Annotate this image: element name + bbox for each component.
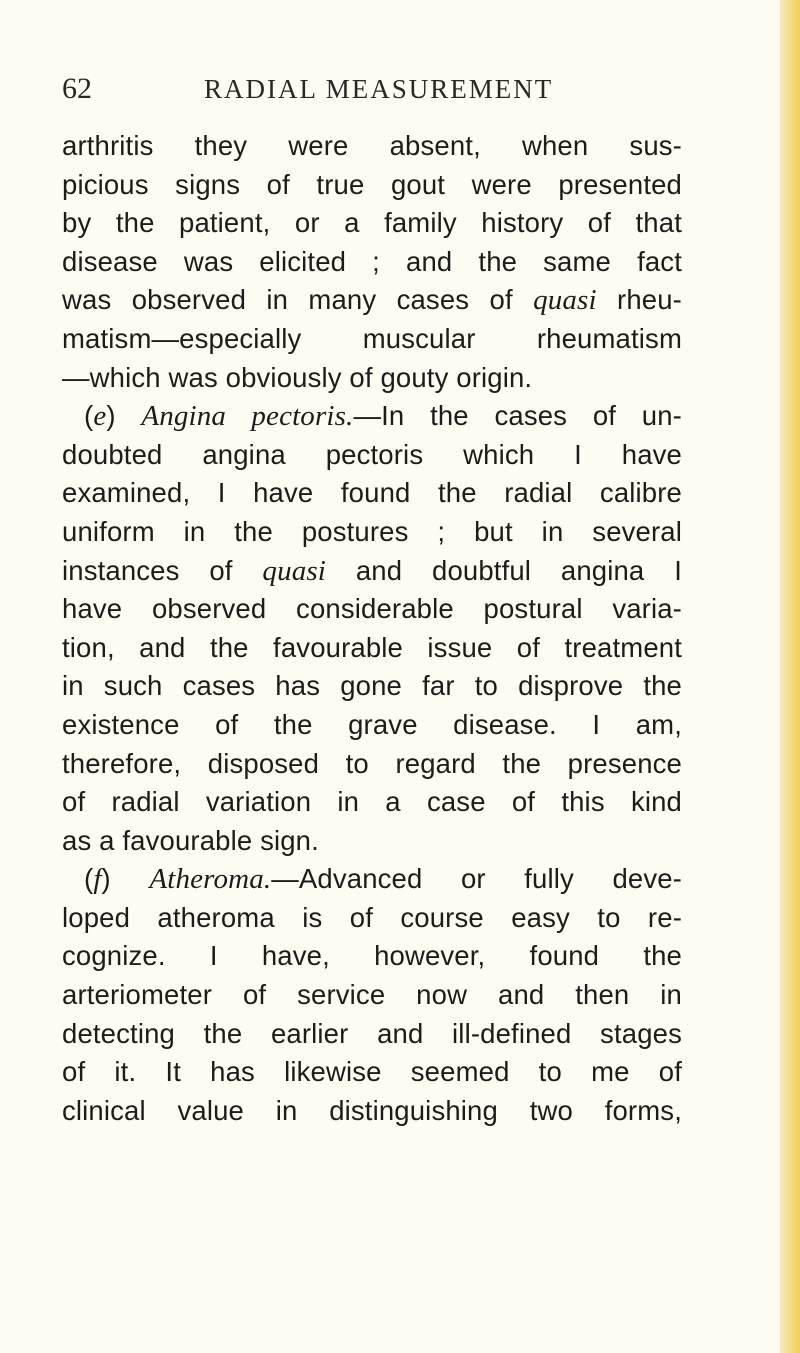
text-line-18: of radial variation in a case of this kind — [62, 786, 682, 818]
text-line-24: detecting the earlier and ill-defined stages — [62, 1017, 682, 1049]
text-line-14: tion, and the favourable issue of treatment — [62, 631, 682, 663]
text-line-1: arthritis they were absent, when sus- — [62, 130, 682, 161]
text-line-19: as a favourable sign. — [62, 824, 319, 856]
text-line-20: (f) Atheroma.—Advanced or fully deve- — [84, 863, 682, 896]
text-line-23: arteriometer of service now and then in — [62, 979, 682, 1011]
section-letter: e — [93, 400, 107, 433]
text-line-17: therefore, disposed to regard the presence — [62, 747, 682, 779]
text-line-22: cognize. I have, however, found the — [62, 940, 682, 972]
text-line-11: uniform in the postures ; but in several — [62, 515, 682, 547]
text-line-8: (e) Angina pectoris.—In the cases of un- — [84, 400, 682, 433]
running-head — [62, 72, 682, 112]
page-number: 62 — [62, 72, 92, 105]
text-line-4: disease was elicited ; and the same fact — [62, 245, 682, 277]
body-text — [62, 127, 682, 1130]
text-line-5: was observed in many cases of quasi rheu- — [62, 284, 682, 317]
section-heading: Atheroma. — [149, 863, 272, 896]
section-letter: f — [93, 863, 102, 896]
text-line-7: —which was obviously of gouty origin. — [62, 361, 533, 393]
text-line-12: instances of quasi and doubtful angina I — [62, 554, 682, 587]
running-head-title: RADIAL MEASUREMENT — [204, 74, 554, 104]
italic-term: quasi — [533, 284, 597, 317]
text-line-9: doubted angina pectoris which I have — [62, 438, 682, 470]
text-line-10: examined, I have found the radial calibre — [62, 477, 682, 509]
text-line-16: existence of the grave disease. I am, — [62, 708, 682, 740]
text-line-13: have observed considerable postural varia- — [62, 593, 682, 625]
text-line-26: clinical value in distinguishing two forms, — [62, 1094, 682, 1126]
page-edge — [780, 0, 800, 1353]
italic-term: quasi — [262, 554, 327, 587]
text-line-6: matism—especially muscular rheumatism — [62, 322, 682, 354]
text-line-21: loped atheroma is of course easy to re- — [62, 901, 682, 933]
text-line-15: in such cases has gone far to disprove the — [62, 670, 682, 702]
section-heading: Angina pectoris. — [141, 400, 354, 433]
text-line-25: of it. It has likewise seemed to me of — [62, 1056, 682, 1088]
text-line-3: by the patient, or a family history of that — [62, 207, 682, 239]
text-line-2: picious signs of true gout were presented — [62, 168, 682, 200]
